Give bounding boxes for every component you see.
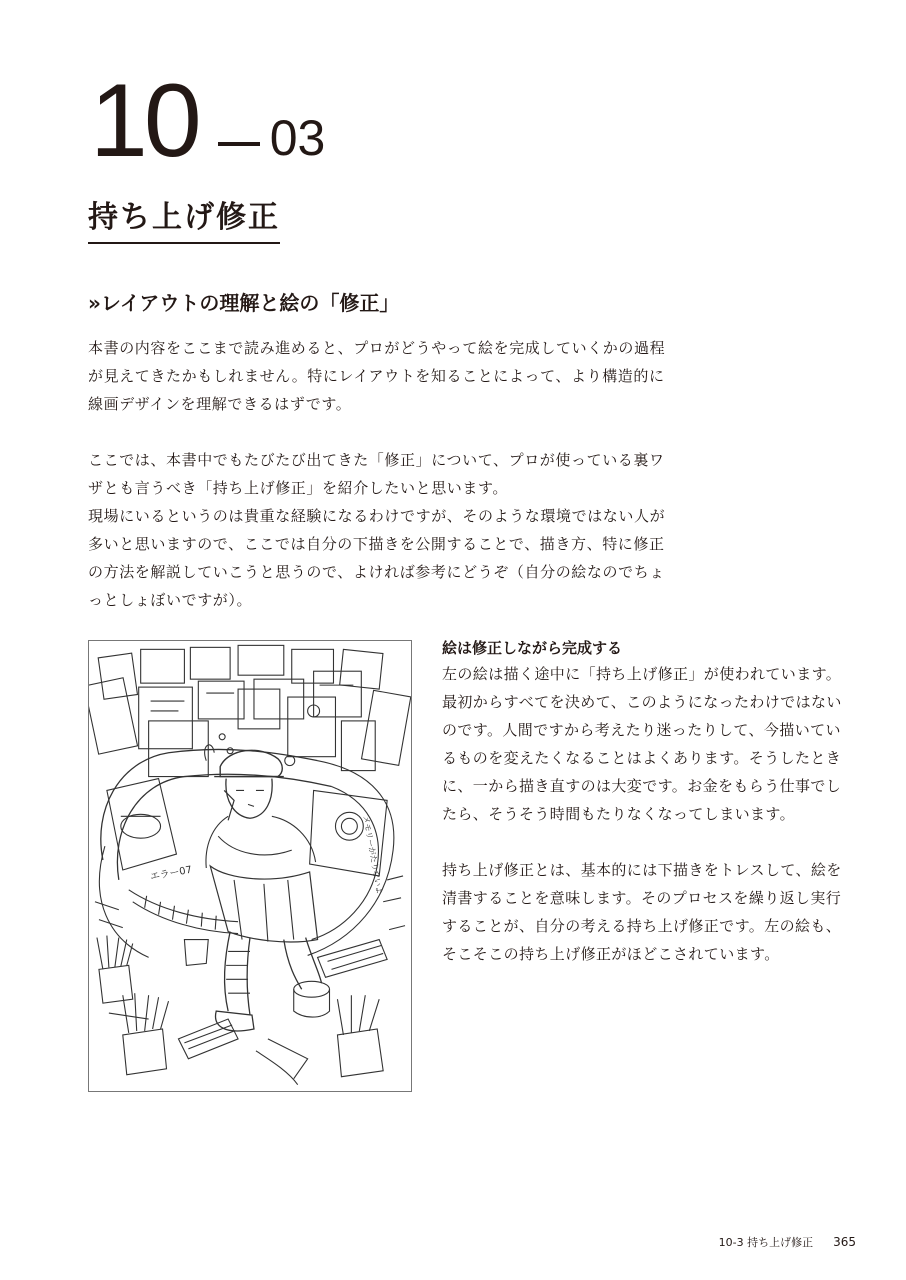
side-heading: 絵は修正しながら完成する	[442, 639, 623, 657]
intro-paragraph-2: ここでは、本書中でもたびたび出てきた「修正」について、プロが使っている裏ワザとも言うべき「持ち上げ修正」を紹介したいと思います。	[88, 451, 665, 497]
section-heading: »レイアウトの理解と絵の「修正」	[88, 291, 400, 315]
chapter-major: 10	[90, 63, 198, 179]
illustration-sketch	[88, 640, 412, 1092]
side-paragraph-2: 持ち上げ修正とは、基本的には下描きをトレスして、絵を清書することを意味します。そのプロセスを繰り返し実行することが、自分の考える持ち上げ修正です。左の絵も、そこそこの持ち上げ修正がほどこされています。	[442, 861, 842, 963]
intro-paragraph-3: 現場にいるというのは貴重な経験になるわけですが、そのような環境ではない人が多いと思いますので、ここでは自分の下描きを公開することで、描き方、特に修正の方法を解説していこうと思うので、よければ参考にどうぞ（自分の絵なのでちょっとしょぼいですが）。	[88, 507, 666, 609]
page-title: 持ち上げ修正	[88, 196, 280, 244]
chapter-dash	[218, 142, 260, 146]
chapter-minor: 03	[269, 110, 326, 166]
page-number: 365	[833, 1235, 856, 1249]
intro-text	[88, 334, 678, 614]
intro-paragraph-1: 本書の内容をここまで読み進めると、プロがどうやって絵を完成していくかの過程が見えてきたかもしれません。特にレイアウトを知ることによって、より構造的に線画デザインを理解できるはずです。	[88, 339, 666, 413]
footer-section: 10-3 持ち上げ修正	[718, 1236, 814, 1249]
page-footer	[719, 1234, 856, 1250]
figure-label-error: エラー07	[149, 864, 193, 883]
figure-label-memo: メモリーがたりないよ	[361, 815, 384, 895]
chapter-number	[90, 63, 326, 179]
side-paragraph-1: 左の絵は描く途中に「持ち上げ修正」が使われています。最初からすべてを決めて、このようになったわけではないのです。人間ですから考えたり迷ったりして、今描いているものを変えたくなることはよくあります。そうしたときに、一から描き直すのは大変です。お金をもらう仕事でしたら、そうそう時間もたりなくなってしまいます。	[442, 665, 842, 823]
side-text	[442, 636, 842, 968]
